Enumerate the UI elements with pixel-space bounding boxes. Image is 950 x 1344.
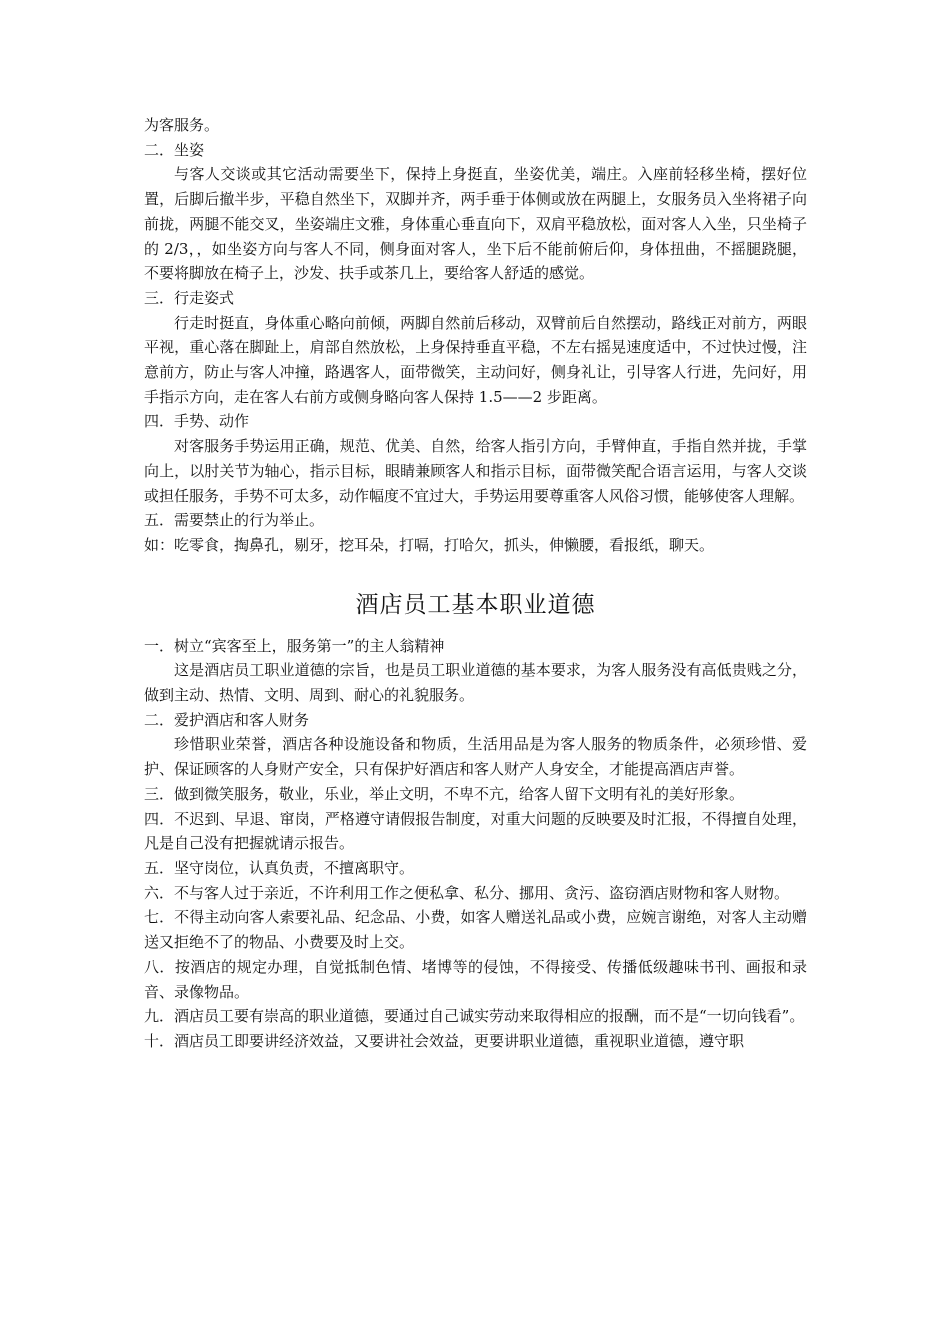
- ethics-item-8: 八．按酒店的规定办理，自觉抵制色情、堵博等的侵蚀，不得接受、传播低级趣味书刊、画报和录音、录像物品。: [144, 957, 807, 1001]
- section-body-walking: 行走时挺直，身体重心略向前倾，两脚自然前后移动，双臂前后自然摆动，路线正对前方，两眼平视，重心落在脚趾上，肩部自然放松，上身保持垂直平稳，不左右摇晃速度适中，不过快过慢，注意前方，防止与客人冲撞，路遇客人，面带微笑，主动问好，侧身礼让，引导客人行进，先问好，用手指示方向，走在客人右前方或侧身略向客人保持 1.5——2 步距离。: [144, 313, 807, 406]
- ethics-heading-2: 二．爱护酒店和客人财务: [144, 710, 310, 729]
- ethics-heading-1: 一．树立“宾客至上，服务第一”的主人翁精神: [144, 636, 445, 655]
- document-page: [144, 113, 807, 1054]
- prohibited-examples-text: 如：吃零食，掏鼻孔，剔牙，挖耳朵，打嗝，打哈欠，抓头，伸懒腰，看报纸，聊天。: [144, 535, 715, 554]
- section-heading-prohibited: 五．需要禁止的行为举止。: [144, 511, 325, 530]
- intro-tail-text: 为客服务。: [144, 116, 220, 134]
- ethics-item-4: 四．不迟到、早退、窜岗，严格遵守请假报告制度，对重大问题的反映要及时汇报，不得擅自处理，凡是自己没有把握就请示报告。: [144, 809, 807, 853]
- document-title: 酒店员工基本职业道德: [355, 591, 596, 618]
- section-heading-sitting: 二．坐姿: [144, 140, 205, 159]
- ethics-item-7: 七．不得主动向客人索要礼品、纪念品、小费，如客人赠送礼品或小费，应婉言谢绝，对客人主动赠送又拒绝不了的物品、小费要及时上交。: [144, 908, 807, 952]
- ethics-item-6: 六．不与客人过于亲近，不许利用工作之便私拿、私分、挪用、贪污、盗窃酒店财物和客人财物。: [144, 883, 790, 902]
- ethics-item-10: 十．酒店员工即要讲经济效益，又要讲社会效益，更要讲职业道德，重视职业道德，遵守职: [144, 1031, 745, 1050]
- ethics-item-5: 五．坚守岗位，认真负责，不擅离职守。: [144, 858, 415, 877]
- ethics-body-2: 珍惜职业荣誉，酒店各种设施设备和物质，生活用品是为客人服务的物质条件，必须珍惜、爱护、保证顾客的人身财产安全，只有保护好酒店和客人财产人身安全，才能提高酒店声誉。: [144, 735, 807, 779]
- section-body-sitting: 与客人交谈或其它活动需要坐下，保持上身挺直，坐姿优美，端庄。入座前轻移坐椅，摆好位置，后脚后撤半步，平稳自然坐下，双脚并齐，两手垂于体侧或放在两腿上，女服务员入坐将裙子向前拢，两腿不能交叉，坐姿端庄文雅，身体重心垂直向下，双肩平稳放松，面对客人入坐，只坐椅子的 2/3，，如坐姿方向与客人不同，侧身面对客人，坐下后不能前俯后仰，身体扭曲，不摇腿跷腿，不要将脚放在椅子上，沙发、扶手或茶几上，要给客人舒适的感觉。: [144, 165, 807, 283]
- section-body-gestures: 对客服务手势运用正确，规范、优美、自然，给客人指引方向，手臂伸直，手指自然并拢，手掌向上，以肘关节为轴心，指示目标，眼睛兼顾客人和指示目标，面带微笑配合语言运用，与客人交谈或担任服务，手势不可太多，动作幅度不宜过大，手势运用要尊重客人风俗习惯，能够使客人理解。: [144, 437, 807, 505]
- ethics-item-3: 三．做到微笑服务，敬业，乐业，举止文明，不卑不亢，给客人留下文明有礼的美好形象。: [144, 784, 745, 803]
- ethics-body-1: 这是酒店员工职业道德的宗旨，也是员工职业道德的基本要求，为客人服务没有高低贵贱之分，做到主动、热情、文明、周到、耐心的礼貌服务。: [144, 661, 807, 705]
- section-heading-gestures: 四．手势、动作: [144, 412, 250, 431]
- section-heading-walking: 三．行走姿式: [144, 288, 235, 307]
- ethics-item-9: 九．酒店员工要有崇高的职业道德，要通过自己诚实劳动来取得相应的报酬，而不是“一切向钱看”。: [144, 1007, 805, 1026]
